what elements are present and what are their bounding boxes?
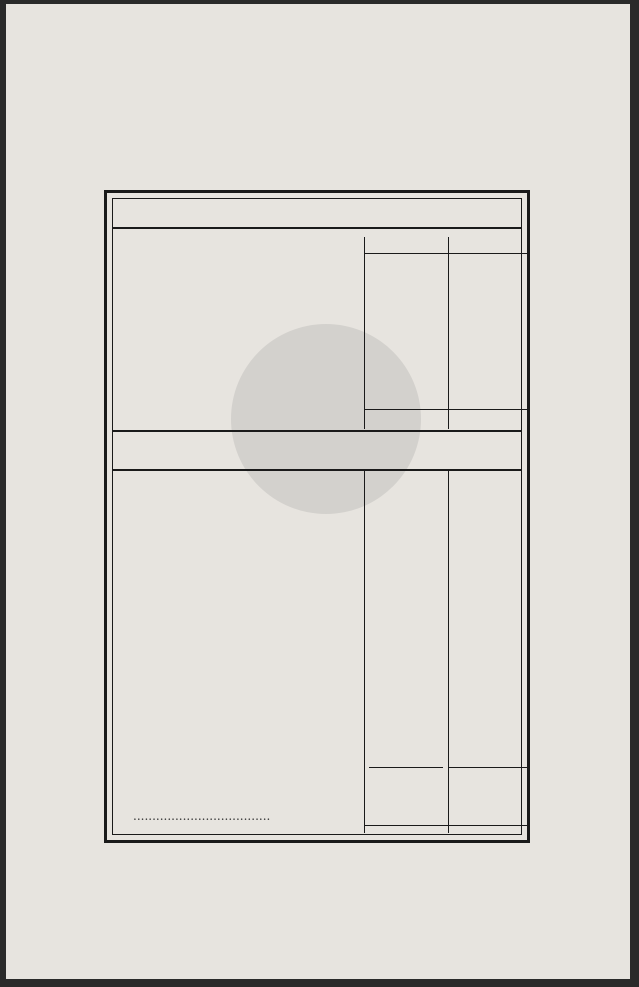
- receita-total-row: [113, 413, 521, 427]
- col-header-rule: [364, 253, 528, 254]
- despeza-insc-rule: [369, 767, 443, 768]
- despeza-subtotal-rule: [448, 767, 528, 768]
- despeza-total-rule: [364, 825, 528, 826]
- receita-total-rule: [364, 409, 528, 410]
- despeza-total-row: [113, 827, 521, 841]
- saldo-row-1: [113, 795, 521, 809]
- receita-col-divider-2: [448, 237, 449, 429]
- document-page: [6, 4, 630, 979]
- receita-col-divider-1: [364, 237, 365, 429]
- ledger-table: [104, 190, 530, 843]
- saldo-row-2: [113, 809, 521, 823]
- ledger-inner-frame: [112, 198, 522, 835]
- despeza-top-rule: [113, 430, 521, 432]
- saldo-label-2: ....................................: [133, 809, 271, 823]
- despeza-subtotal-row: [113, 770, 521, 784]
- despeza-heading-rule: [113, 469, 521, 471]
- receita-heading-rule: [113, 227, 521, 229]
